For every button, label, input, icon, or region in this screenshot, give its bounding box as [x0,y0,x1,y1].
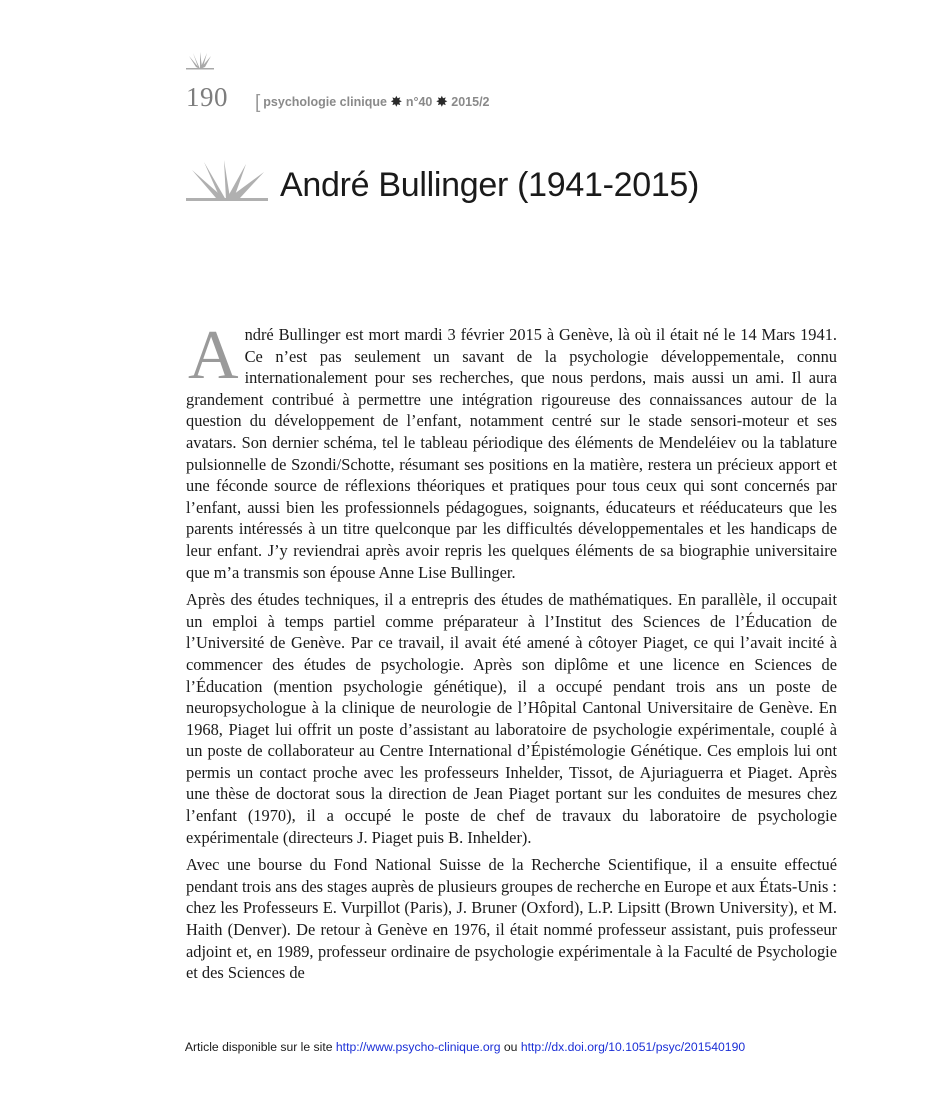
separator-star-icon: ✸ [436,94,448,109]
page-number: 190 [186,82,228,112]
header-bracket: [ [255,92,261,113]
journal-leaf-logo-icon [186,52,214,70]
drop-cap: A [188,317,239,394]
issue-year: 2015/2 [451,95,490,109]
paragraph-3: Avec une bourse du Fond National Suisse de la Recherche Scientifique, il a ensuite effectué pendant trois ans des stages auprès de plusieurs groupes de recherche en Europe et aux États-Unis : chez les Professeurs E. Vurpillot (Paris), J. Bruner (Oxford), L.P. Lipsitt (Brown University), et M. Haith (Denver). De retour à Genève en 1976, il était nommé professeur assistant, puis professeur adjoint et, en 1989, professeur ordinaire de psychologie expérimentale à la Faculté de Psychologie et des Sciences de [186,855,837,983]
article-body [186,317,837,990]
footer-prefix: Article disponible sur le site [184,1040,336,1054]
title-leaf-logo-icon [186,160,268,202]
footer-availability-note [0,1040,930,1054]
paragraph-2: Après des études techniques, il a entrepris des études de mathématiques. En parallèle, il occupait un emploi à temps partiel comme préparateur à l’Institut des Sciences de l’Éducation de l’Université de Genève. Par ce travail, il avait été amené à côtoyer Piaget, ce qui l’avait incité à commencer des études de psychologie. Après son diplôme et une licence en Sciences de l’Éducation (mention psychologie génétique), il a occupé pendant trois ans un poste de neuropsychologue à la clinique de neurologie de l’Hôpital Cantonal Universitaire de Genève. En 1968, Piaget lui offrit un poste d’assistant au laboratoire de psychologie expérimentale, couplé à un poste de collaborateur au Centre International d’Épistémologie Génétique. Ces emplois lui ont permis un contact proche avec les professeurs Inhelder, Tissot, de Ajuriaguerra et Piaget. Après une thèse de doctorat sous la direction de Jean Piaget portant sur les conduites de mesures chez l’enfant (1970), il a occupé le poste de chef de travaux du laboratoire de psychologie expérimentale (directeurs J. Piaget puis B. Inhelder). [186,590,837,847]
issue-number: n°40 [405,95,433,109]
paragraph-1-text: ndré Bullinger est mort mardi 3 février 2015 à Genève, là où il était né le 14 Mars 1941. Ce n’est pas seulement un savant de la psychologie développementale, connu internationalement pour ses recherches, que nous perdons, mais aussi un ami. Il aura grandement contribué à permettre une intégration rigoureuse des connaissances autour de la question du développement de l’enfant, notamment centré sur le stade sensori-moteur et ses avatars. Son dernier schéma, tel le tableau périodique des éléments de Mendeléiev ou la tablature pulsionnelle de Szondi/Schotte, résumant ses positions en la matière, restera un précieux apport et une féconde source de réflexions théoriques et pratiques pour tous ceux qui sont concernés par l’enfant, aussi bien les professionnels pédagogues, soignants, éducateurs et rééducateurs que les parents intéressés à un titre quelconque par les difficultés développementales et les handicaps de leur enfant. J’y reviendrai après avoir repris les quelques éléments de sa biographie universitaire que m’a transmis son épouse Anne Lise Bullinger. [186,325,837,582]
journal-name: psychologie clinique [263,95,387,109]
article-title: André Bullinger (1941-2015) [280,166,700,204]
journal-site-link[interactable]: http://www.psycho-clinique.org [335,1040,501,1054]
doi-link[interactable]: http://dx.doi.org/10.1051/psyc/201540190 [520,1040,746,1054]
separator-star-icon: ✸ [390,94,402,109]
footer-middle: ou [500,1040,521,1054]
paragraph-1 [186,317,837,583]
journal-running-header [255,90,490,112]
